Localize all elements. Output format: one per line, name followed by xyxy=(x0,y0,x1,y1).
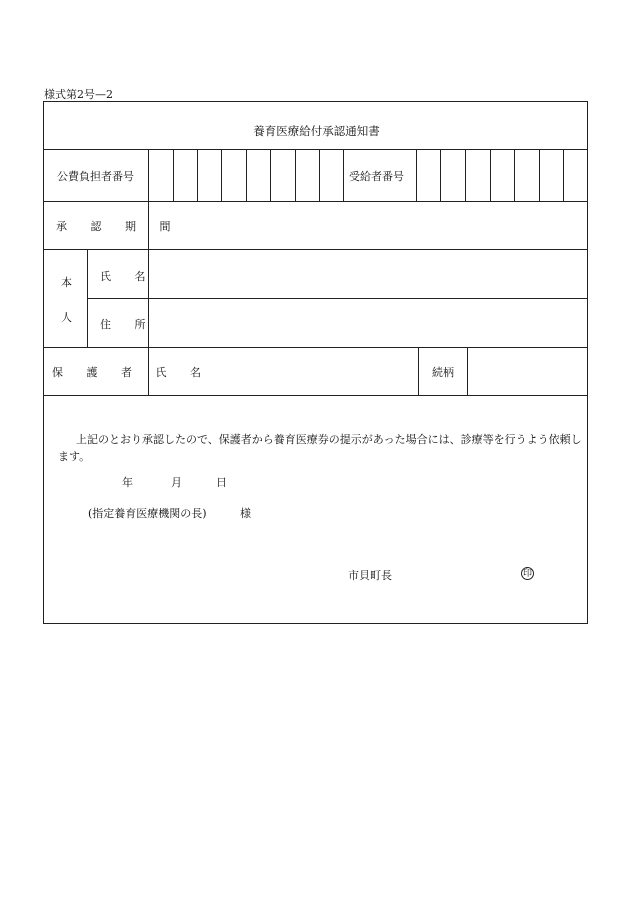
payer-digit-box xyxy=(319,149,320,201)
self-label-bottom: 人 xyxy=(61,311,72,324)
date-day-label: 日 xyxy=(216,476,227,489)
form-title: 養育医療給付承認通知書 xyxy=(253,124,380,138)
public-payer-number-label: 公費負担者番号 xyxy=(57,170,134,183)
recipient-digit-box xyxy=(563,149,564,201)
recipient-number-label: 受給者番号 xyxy=(349,170,404,183)
seal-icon: 印 xyxy=(522,569,532,579)
recipient-digit-box xyxy=(440,149,441,201)
rule-after-period xyxy=(44,249,587,250)
notice-message: 上記のとおり承認したので、保護者から養育医療券の提示があった場合には、診療等を行うよう依頼します。 xyxy=(58,433,582,463)
recipient-digit-box xyxy=(416,149,417,201)
payer-digit-box xyxy=(270,149,271,201)
rule-after-guardian xyxy=(44,395,587,396)
rule-after-title xyxy=(44,149,587,150)
honorific-label: 様 xyxy=(240,507,251,520)
guardian-name-label: 保 護 者 氏 名 xyxy=(52,366,211,379)
rule-name-address xyxy=(87,298,587,299)
self-label-top: 本 xyxy=(61,276,72,289)
recipient-digit-box xyxy=(539,149,540,201)
recipient-digit-box xyxy=(465,149,466,201)
rule-after-numbers xyxy=(44,201,587,202)
date-month-label: 月 xyxy=(171,476,182,489)
issuer-label: 市貝町長 xyxy=(348,569,392,582)
notice-form xyxy=(43,101,588,624)
recipient-digit-box xyxy=(514,149,515,201)
relationship-label: 続柄 xyxy=(432,366,454,379)
form-number: 様式第2号—2 xyxy=(44,88,113,101)
name-label: 氏 名 xyxy=(100,270,156,283)
payer-digit-box xyxy=(295,149,296,201)
date-year-label: 年 xyxy=(122,476,133,489)
payer-digit-box xyxy=(173,149,174,201)
self-column-divider xyxy=(87,249,88,347)
payer-digit-box xyxy=(343,149,344,201)
rule-after-address xyxy=(44,347,587,348)
recipient-digit-box xyxy=(490,149,491,201)
payer-digit-box xyxy=(246,149,247,201)
payer-digit-box xyxy=(221,149,222,201)
payer-digit-box xyxy=(197,149,198,201)
address-label: 住 所 xyxy=(100,318,156,331)
relationship-divider-left xyxy=(418,347,419,395)
addressee-label: (指定養育医療機関の長) xyxy=(88,507,207,520)
relationship-divider-right xyxy=(467,347,468,395)
approval-period-label: 承 認 期 間 xyxy=(56,220,181,233)
